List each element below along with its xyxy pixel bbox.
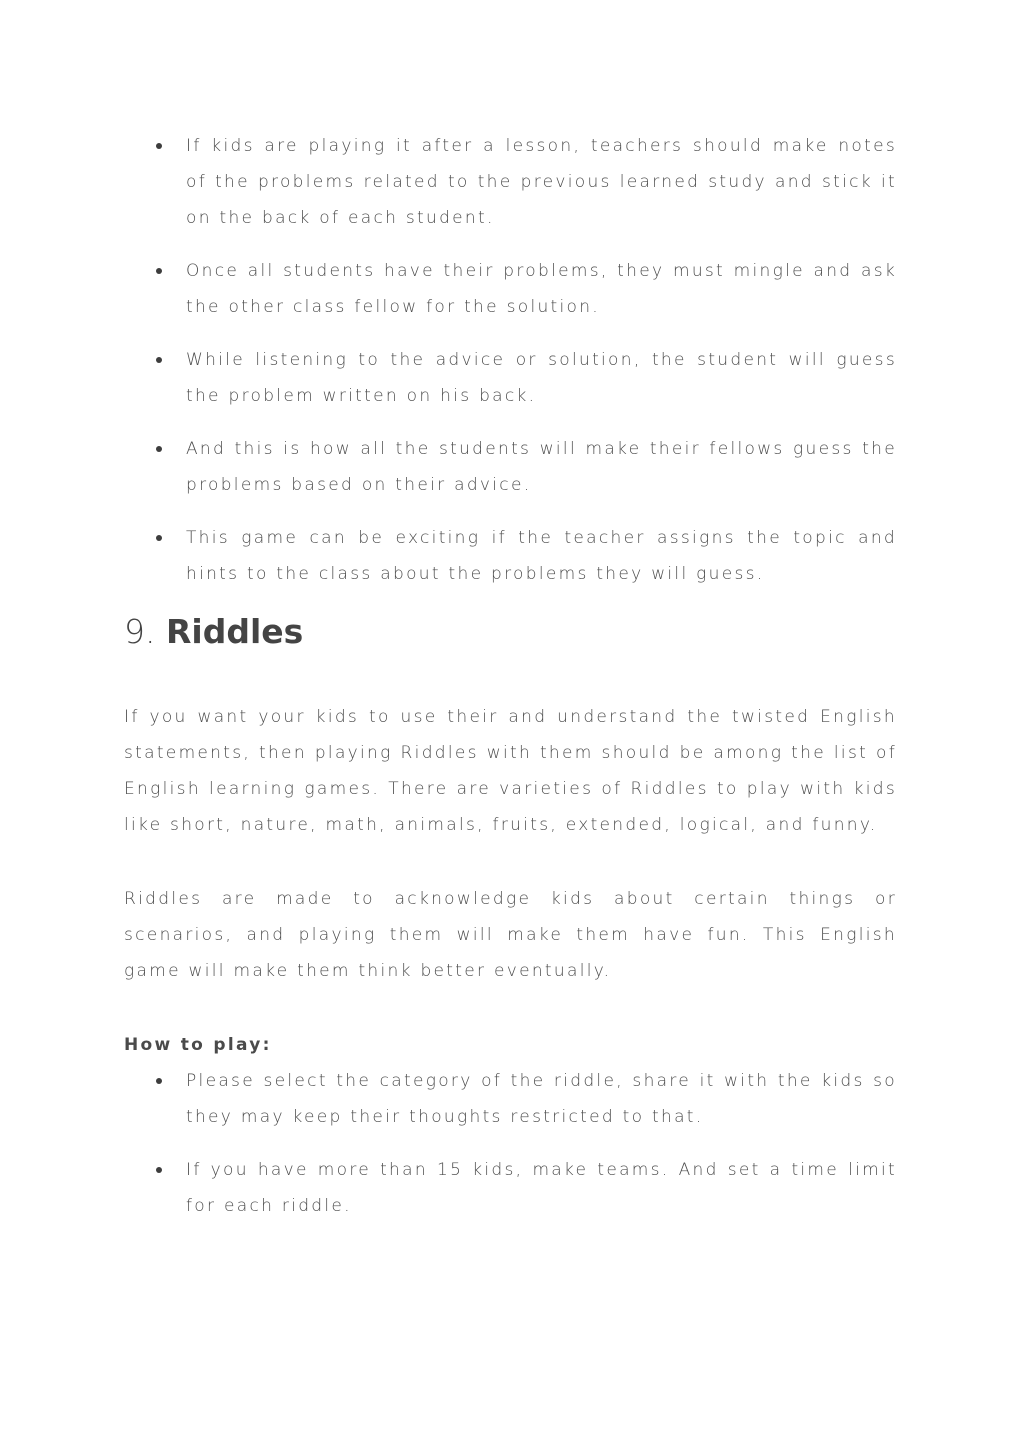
section-heading xyxy=(124,609,897,655)
list-item-text: If you have more than 15 kids, make teams. And set a time limit for each riddle. xyxy=(186,1160,897,1216)
bullet-icon xyxy=(156,143,162,149)
list-item xyxy=(124,128,897,236)
bullet-icon xyxy=(156,1167,162,1173)
bullet-icon xyxy=(156,1078,162,1084)
intro-paragraph: If you want your kids to use their and understand the twisted English statements, then playing Riddles with them should be among the list of English learning games. There are varieties of Riddles to play with kids like short, nature, math, animals, fruits, extended, logical, and funny. xyxy=(124,707,897,835)
article-content xyxy=(124,128,897,1241)
list-item-text: Once all students have their problems, they must mingle and ask the other class fellow for the solution. xyxy=(186,261,897,317)
previous-game-steps-list xyxy=(124,128,897,592)
bullet-icon xyxy=(156,446,162,452)
list-item xyxy=(124,520,897,592)
section-number: 9. xyxy=(124,612,156,651)
list-item xyxy=(124,431,897,503)
list-item xyxy=(124,1152,897,1224)
how-to-play-label: How to play: xyxy=(124,1035,272,1055)
bullet-icon xyxy=(156,268,162,274)
bullet-icon xyxy=(156,535,162,541)
list-item xyxy=(124,342,897,414)
list-item-text: If kids are playing it after a lesson, teachers should make notes of the problems related to the previous learned study and stick it on the back of each student. xyxy=(186,136,897,228)
list-item-text: And this is how all the students will make their fellows guess the problems based on their advice. xyxy=(186,439,897,495)
section-title: Riddles xyxy=(166,612,304,651)
list-item xyxy=(124,253,897,325)
how-to-play-list xyxy=(124,1063,897,1224)
list-item-text: While listening to the advice or solution, the student will guess the problem written on his back. xyxy=(186,350,897,406)
list-item xyxy=(124,1063,897,1135)
bullet-icon xyxy=(156,357,162,363)
description-paragraph: Riddles are made to acknowledge kids about certain things or scenarios, and playing them will make them have fun. This English game will make them think better eventually. xyxy=(124,889,897,981)
list-item-text: Please select the category of the riddle, share it with the kids so they may keep their thoughts restricted to that. xyxy=(186,1071,897,1127)
list-item-text: This game can be exciting if the teacher assigns the topic and hints to the class about the problems they will guess. xyxy=(186,528,897,584)
